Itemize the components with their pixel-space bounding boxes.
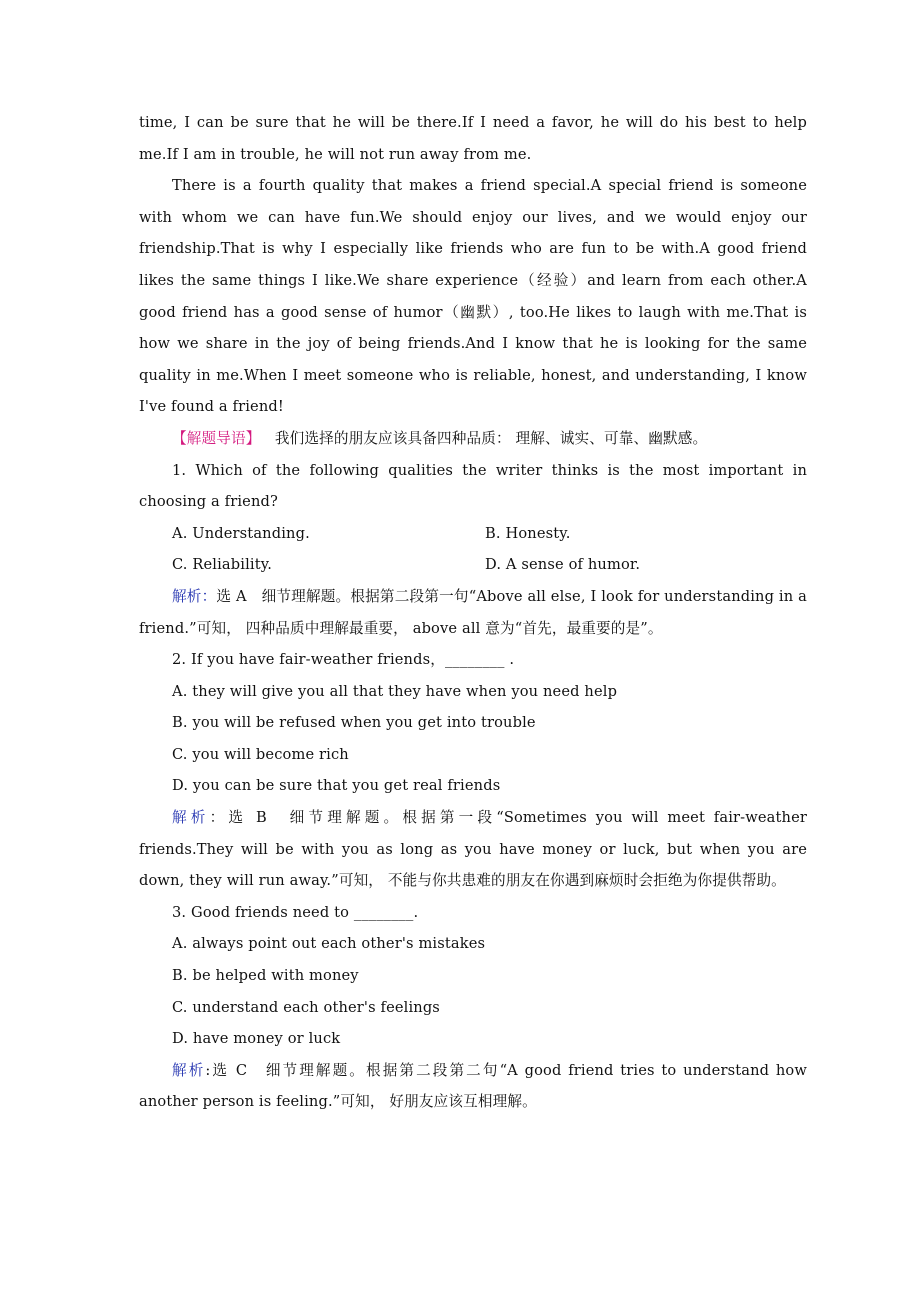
question-2-option-d: D. you can be sure that you get real friends [172, 777, 501, 795]
passage-paragraph-continued: time, I can be sure that he will be there.If I need a favor, he will do his best to help me.If I am in trouble, he will not run away from me. [139, 114, 807, 163]
analysis-tag: 解析 [172, 1061, 206, 1079]
question-3-option-a: A. always point out each other's mistakes [172, 935, 486, 953]
question-2-option-a: A. they will give you all that they have when you need help [172, 682, 618, 700]
guide-tag: 【解题导语】 [172, 429, 261, 447]
question-3-option-c: C. understand each other's feelings [172, 998, 440, 1016]
analysis-tag: 解析 [172, 809, 210, 827]
document-page [139, 107, 807, 1118]
question-1-analysis [139, 581, 807, 644]
question-2-option-c: C. you will become rich [172, 745, 349, 763]
question-2-analysis [139, 802, 807, 897]
question-1-option-b: B. Honesty. [485, 524, 571, 542]
analysis-text: ：选 B 细节理解题。根据第一段“Sometimes you will meet fair-weather friends.They will be with you as long as you have money or luck, but when you are down, they will run away.”可知， 不能与你共患难的朋友在你遇到麻烦时会拒绝为你提供帮助。 [139, 809, 807, 890]
question-3-analysis [139, 1055, 807, 1118]
analysis-text: 选 A 细节理解题。根据第二段第一句“Above all else, I look for understanding in a friend.”可知， 四种品质中理解最重要， above all 意为“首先，最重要的是”。 [139, 587, 807, 637]
guide-text: 我们选择的朋友应该具备四种品质： 理解、诚实、可靠、幽默感。 [274, 429, 708, 447]
question-1-options-row-2 [139, 549, 807, 581]
question-2-option-b: B. you will be refused when you get into trouble [172, 714, 536, 732]
question-1-option-a: A. Understanding. [172, 524, 310, 542]
question-2-stem: 2. If you have fair-weather friends，________ . [172, 651, 515, 669]
analysis-text: :选 C 细节理解题。根据第二段第二句“A good friend tries to understand how another person is feeling.”可知， 好朋友应该互相理解。 [139, 1061, 808, 1111]
question-1-stem: 1. Which of the following qualities the writer thinks is the most important in choosing a friend? [139, 461, 807, 511]
question-1-option-d: D. A sense of humor. [485, 556, 641, 574]
question-3-option-d: D. have money or luck [172, 1030, 341, 1048]
guide-line [139, 423, 807, 455]
analysis-tag: 解析： [172, 587, 217, 605]
question-3-option-b: B. be helped with money [172, 967, 359, 985]
question-1-option-c: C. Reliability. [172, 556, 272, 574]
question-1-options-row-1 [139, 518, 807, 550]
question-3-stem: 3. Good friends need to ________. [172, 903, 419, 921]
passage-paragraph-4: There is a fourth quality that makes a friend special.A special friend is someone with whom we can have fun.We should enjoy our lives, and we would enjoy our friendship.That is why I especially like friends who are fun to be with.A good friend likes the same things I like.We share experience（经验）and learn from each other.A good friend has a good sense of humor（幽默）, too.He likes to laugh with me.That is how we share in the joy of being friends.And I know that he is looking for the same quality in me.When I meet someone who is reliable, honest, and understanding, I know I've found a friend! [139, 177, 807, 416]
